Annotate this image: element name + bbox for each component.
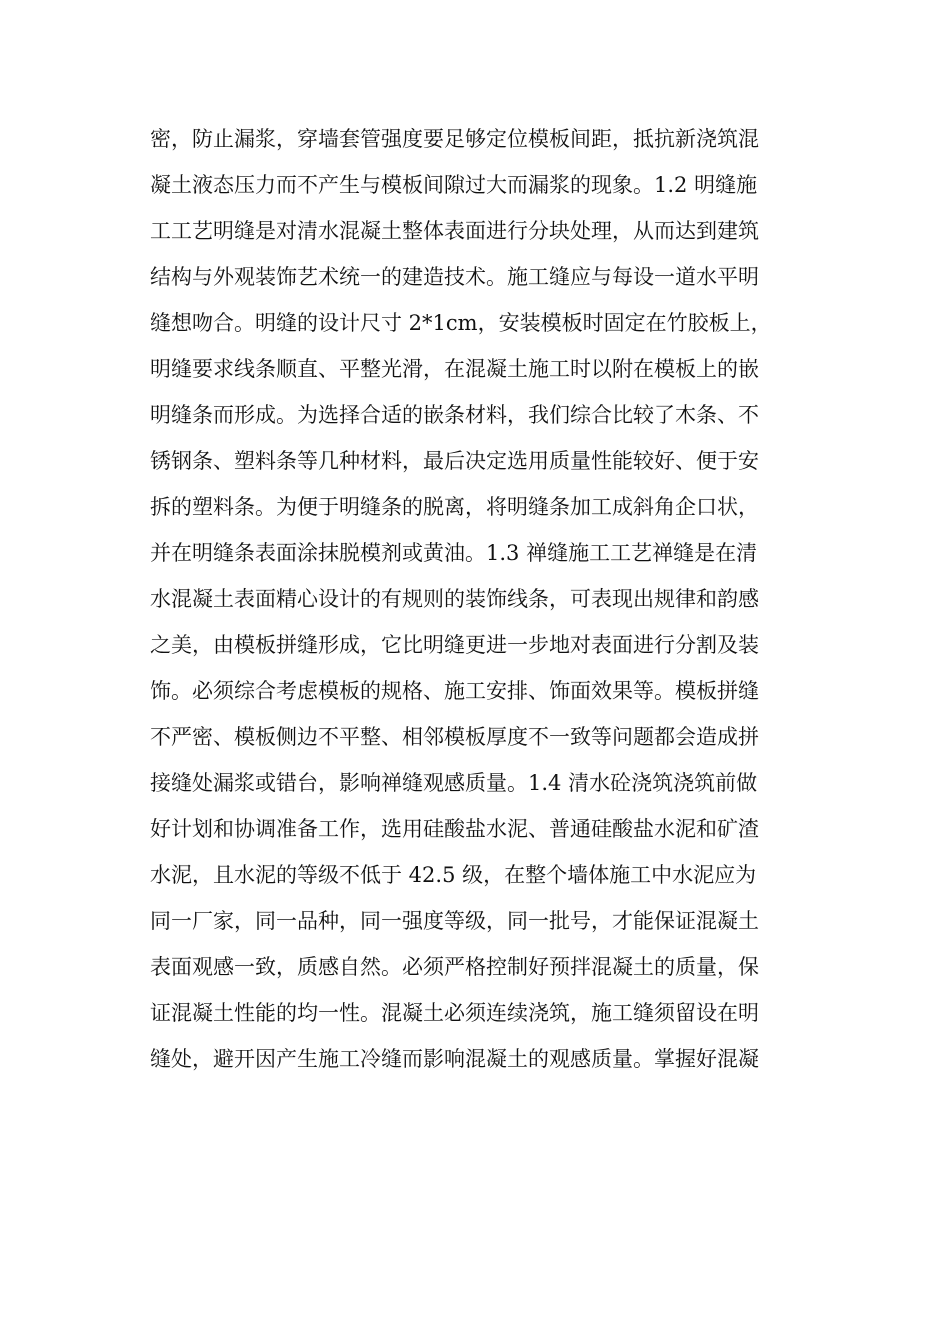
text-line: 缝想吻合。明缝的设计尺寸 2*1cm，安装模板时固定在竹胶板上， (150, 311, 772, 335)
text-line: 明缝要求线条顺直、平整光滑，在混凝土施工时以附在模板上的嵌 (150, 357, 759, 381)
text-line: 同一厂家，同一品种，同一强度等级，同一批号，才能保证混凝土 (150, 909, 759, 933)
text-line: 之美，由模板拼缝形成，它比明缝更进一步地对表面进行分割及装 (150, 633, 759, 657)
text-line: 结构与外观装饰艺术统一的建造技术。施工缝应与每设一道水平明 (150, 265, 759, 289)
text-line: 拆的塑料条。为便于明缝条的脱离，将明缝条加工成斜角企口状， (150, 495, 759, 519)
text-line: 不严密、模板侧边不平整、相邻模板厚度不一致等问题都会造成拼 (150, 725, 759, 749)
text-line: 证混凝土性能的均一性。混凝土必须连续浇筑，施工缝须留设在明 (150, 1001, 759, 1025)
text-line: 接缝处漏浆或错台，影响禅缝观感质量。1.4 清水砼浇筑浇筑前做 (150, 771, 758, 795)
text-line: 缝处，避开因产生施工冷缝而影响混凝土的观感质量。掌握好混凝 (150, 1047, 759, 1071)
text-line: 锈钢条、塑料条等几种材料，最后决定选用质量性能较好、便于安 (150, 449, 759, 473)
text-line: 密，防止漏浆，穿墙套管强度要足够定位模板间距，抵抗新浇筑混 (150, 127, 759, 151)
body-text (150, 116, 810, 1082)
text-line: 并在明缝条表面涂抹脱模剂或黄油。1.3 禅缝施工工艺禅缝是在清 (150, 541, 758, 565)
text-line: 饰。必须综合考虑模板的规格、施工安排、饰面效果等。模板拼缝 (150, 679, 759, 703)
text-line: 水泥，且水泥的等级不低于 42.5 级，在整个墙体施工中水泥应为 (150, 863, 757, 887)
text-line: 凝土液态压力而不产生与模板间隙过大而漏浆的现象。1.2 明缝施 (150, 173, 758, 197)
text-line: 表面观感一致，质感自然。必须严格控制好预拌混凝土的质量，保 (150, 955, 759, 979)
text-line: 明缝条而形成。为选择合适的嵌条材料，我们综合比较了木条、不 (150, 403, 759, 427)
text-line: 好计划和协调准备工作，选用硅酸盐水泥、普通硅酸盐水泥和矿渣 (150, 817, 759, 841)
text-line: 工工艺明缝是对清水混凝土整体表面进行分块处理，从而达到建筑 (150, 219, 759, 243)
text-line: 水混凝土表面精心设计的有规则的装饰线条，可表现出规律和韵感 (150, 587, 759, 611)
